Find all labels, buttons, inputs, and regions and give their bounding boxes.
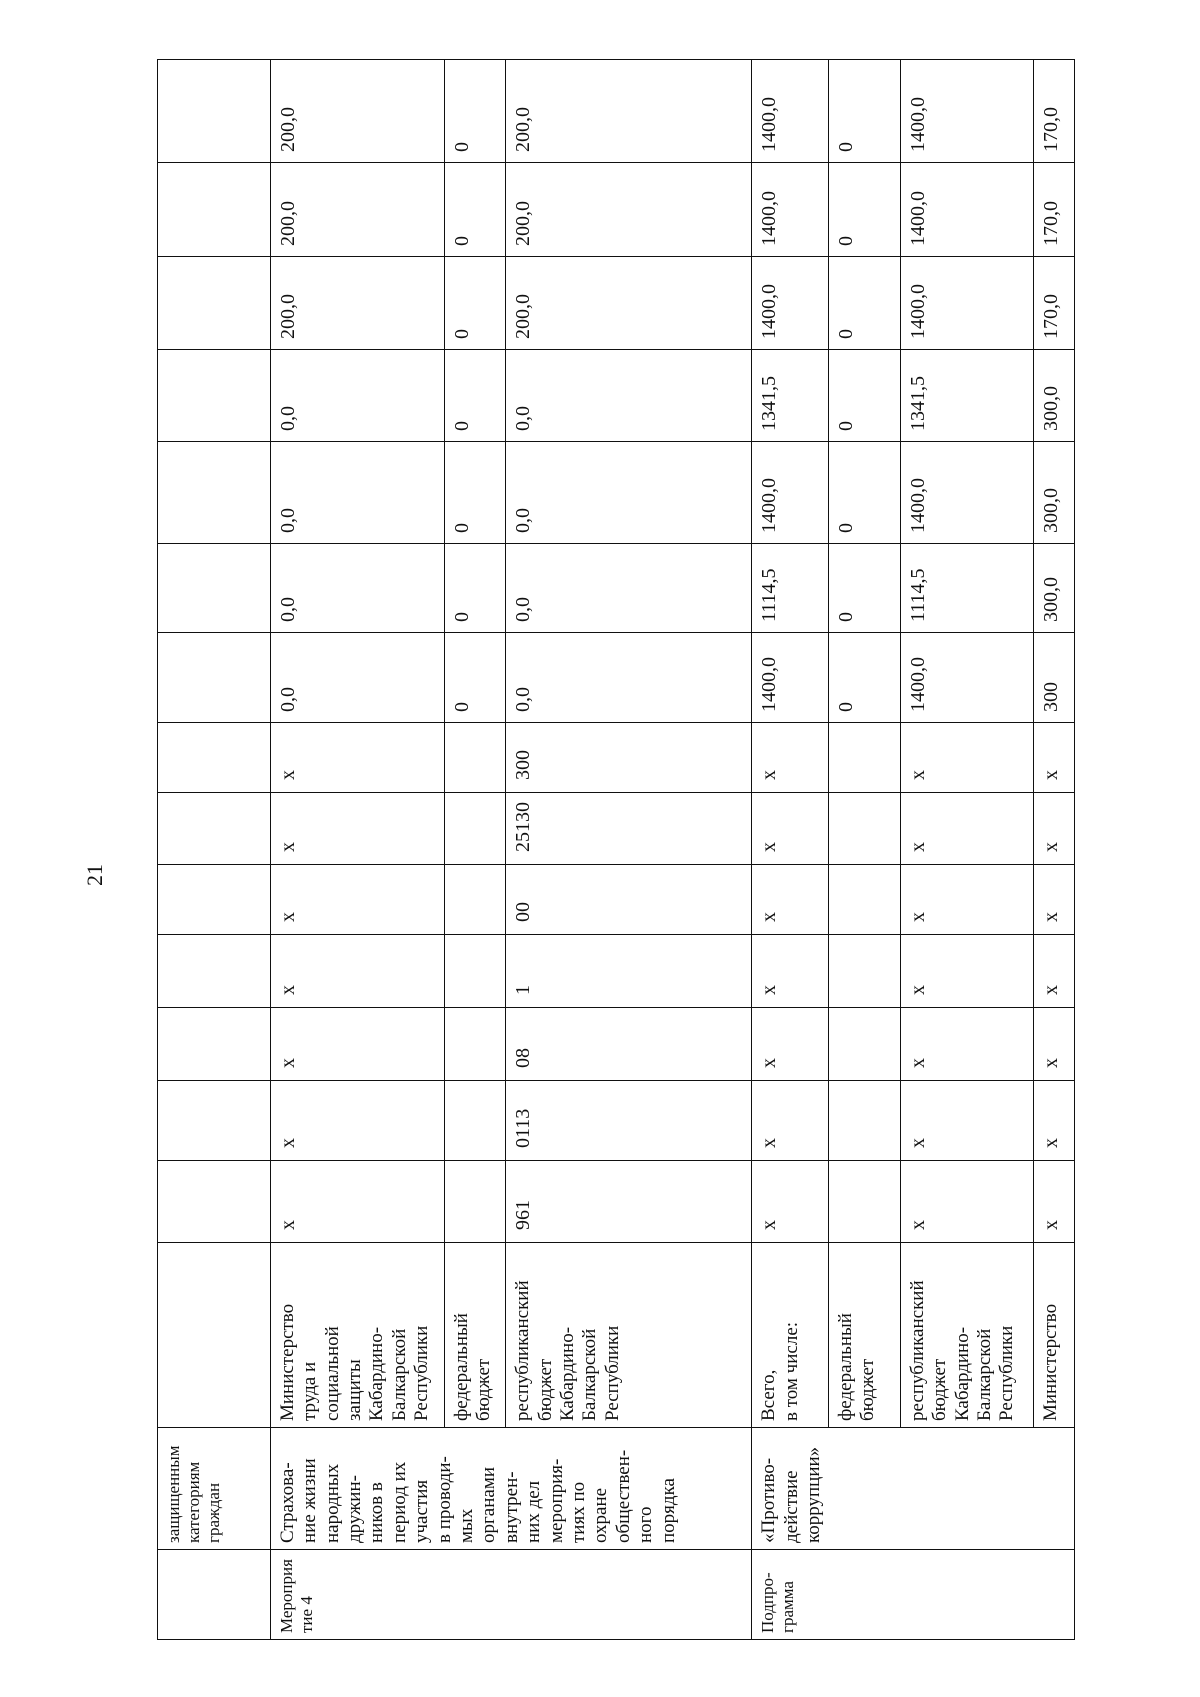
cell-row-title: «Противо- действие коррупции» <box>752 1428 1075 1550</box>
cell-value: 1400,0 <box>752 257 829 350</box>
cell-code: х <box>270 723 444 793</box>
cell-code <box>829 1081 901 1161</box>
cell-value: 1400,0 <box>752 442 829 544</box>
cell-value: 0,0 <box>506 544 752 633</box>
cell-funding-source: Всего, в том числе: <box>752 1243 829 1428</box>
cell-header-c3 <box>158 1243 271 1428</box>
cell-code: х <box>1033 1081 1074 1161</box>
cell-value: 0,0 <box>506 633 752 723</box>
cell-code: х <box>900 935 1033 1008</box>
cell-header-c14 <box>158 350 271 442</box>
cell-code <box>829 793 901 865</box>
cell-code: х <box>1033 935 1074 1008</box>
budget-table <box>157 59 1075 1640</box>
table-body <box>158 60 1075 1640</box>
cell-code: х <box>1033 1161 1074 1243</box>
cell-value: 1114,5 <box>900 544 1033 633</box>
cell-value: 0,0 <box>506 442 752 544</box>
cell-header-c7 <box>158 935 271 1008</box>
cell-code: х <box>900 1081 1033 1161</box>
cell-funding-source: республиканский бюджет Кабардино- Балкарской Республики <box>900 1243 1033 1428</box>
cell-value: 300,0 <box>1033 442 1074 544</box>
table-rotator <box>157 60 1075 1640</box>
cell-code <box>444 1081 505 1161</box>
cell-row-type: Мероприя тие 4 <box>270 1550 751 1640</box>
cell-value: 1400,0 <box>900 442 1033 544</box>
cell-header-c6 <box>158 1008 271 1081</box>
cell-code: х <box>752 1008 829 1081</box>
cell-value: 1400,0 <box>900 60 1033 163</box>
cell-value: 0 <box>444 350 505 442</box>
cell-value: 0,0 <box>270 544 444 633</box>
cell-code: х <box>752 865 829 935</box>
cell-header-c12 <box>158 544 271 633</box>
table-row <box>444 60 505 1640</box>
cell-code: х <box>900 723 1033 793</box>
cell-header-c2: защищенным категориям граждан <box>158 1428 271 1550</box>
cell-code: 1 <box>506 935 752 1008</box>
cell-code: х <box>752 1081 829 1161</box>
cell-header-c11 <box>158 633 271 723</box>
cell-code: х <box>270 1008 444 1081</box>
cell-header-c17 <box>158 60 271 163</box>
cell-code: х <box>752 1161 829 1243</box>
cell-value: 1341,5 <box>900 350 1033 442</box>
cell-code: х <box>1033 793 1074 865</box>
cell-header-c9 <box>158 793 271 865</box>
cell-code: х <box>270 1161 444 1243</box>
cell-value: 0 <box>444 60 505 163</box>
cell-row-type: Подпро- грамма <box>752 1550 1075 1640</box>
cell-funding-source: федеральный бюджет <box>444 1243 505 1428</box>
cell-code: х <box>900 793 1033 865</box>
cell-code: х <box>900 1161 1033 1243</box>
cell-value: 1114,5 <box>752 544 829 633</box>
cell-value: 300 <box>1033 633 1074 723</box>
table-row <box>506 60 752 1640</box>
cell-value: 0 <box>829 257 901 350</box>
cell-value: 200,0 <box>506 257 752 350</box>
table-row <box>270 60 444 1640</box>
cell-code: х <box>752 935 829 1008</box>
table-row-header-continuation <box>158 60 271 1640</box>
cell-funding-source: Министерство труда и социальной защиты Кабардино- Балкарской Республики <box>270 1243 444 1428</box>
cell-code: х <box>752 723 829 793</box>
cell-code: х <box>270 935 444 1008</box>
cell-funding-source: республиканский бюджет Кабардино- Балкарской Республики <box>506 1243 752 1428</box>
cell-value: 0,0 <box>270 442 444 544</box>
cell-code: 00 <box>506 865 752 935</box>
cell-value: 200,0 <box>506 60 752 163</box>
cell-header-c8 <box>158 865 271 935</box>
cell-value: 0 <box>444 633 505 723</box>
cell-value: 0 <box>829 633 901 723</box>
cell-value: 0,0 <box>270 350 444 442</box>
cell-value: 1341,5 <box>752 350 829 442</box>
cell-row-title: Страхова- ние жизни народных дружин- ников в период их участия в проводи- мых органами внутрен- них дел мероприя- тиях по охране обществен- ного порядка <box>270 1428 751 1550</box>
cell-code <box>444 793 505 865</box>
cell-header-c13 <box>158 442 271 544</box>
cell-code: х <box>270 1081 444 1161</box>
cell-code: х <box>270 793 444 865</box>
cell-value: 200,0 <box>270 60 444 163</box>
cell-value: 0 <box>829 350 901 442</box>
cell-value: 0 <box>444 163 505 257</box>
cell-code <box>829 865 901 935</box>
cell-code: х <box>1033 1008 1074 1081</box>
cell-value: 0 <box>829 60 901 163</box>
cell-value: 0 <box>444 442 505 544</box>
cell-code <box>829 1008 901 1081</box>
cell-code: 961 <box>506 1161 752 1243</box>
cell-value: 300,0 <box>1033 544 1074 633</box>
table-row <box>900 60 1033 1640</box>
cell-funding-source: федеральный бюджет <box>829 1243 901 1428</box>
cell-header-c10 <box>158 723 271 793</box>
cell-header-c15 <box>158 257 271 350</box>
cell-code <box>829 723 901 793</box>
cell-code <box>444 1161 505 1243</box>
page-number: 21 <box>82 864 107 886</box>
cell-value: 170,0 <box>1033 257 1074 350</box>
table-row <box>1033 60 1074 1640</box>
cell-value: 0,0 <box>270 633 444 723</box>
cell-value: 0 <box>444 257 505 350</box>
cell-code: х <box>1033 865 1074 935</box>
cell-code: 300 <box>506 723 752 793</box>
cell-header-c1 <box>158 1550 271 1640</box>
cell-value: 0 <box>829 544 901 633</box>
cell-code <box>444 865 505 935</box>
cell-value: 200,0 <box>270 257 444 350</box>
cell-code <box>444 935 505 1008</box>
cell-header-c4 <box>158 1161 271 1243</box>
table-row <box>829 60 901 1640</box>
cell-code <box>829 1161 901 1243</box>
cell-value: 200,0 <box>270 163 444 257</box>
cell-code <box>444 1008 505 1081</box>
cell-code: 25130 <box>506 793 752 865</box>
cell-value: 170,0 <box>1033 60 1074 163</box>
cell-code: 0113 <box>506 1081 752 1161</box>
cell-value: 300,0 <box>1033 350 1074 442</box>
cell-value: 200,0 <box>506 163 752 257</box>
cell-code: х <box>752 793 829 865</box>
cell-code: х <box>270 865 444 935</box>
cell-value: 1400,0 <box>900 257 1033 350</box>
cell-code: х <box>900 1008 1033 1081</box>
cell-value: 1400,0 <box>752 163 829 257</box>
cell-value: 0 <box>829 163 901 257</box>
cell-value: 0 <box>829 442 901 544</box>
rotated-table-container <box>157 60 1075 1640</box>
cell-value: 170,0 <box>1033 163 1074 257</box>
cell-header-c16 <box>158 163 271 257</box>
cell-code: 08 <box>506 1008 752 1081</box>
cell-header-c5 <box>158 1081 271 1161</box>
cell-funding-source: Министерство <box>1033 1243 1074 1428</box>
cell-code <box>829 935 901 1008</box>
cell-code: х <box>900 865 1033 935</box>
cell-value: 0,0 <box>506 350 752 442</box>
cell-value: 1400,0 <box>900 163 1033 257</box>
cell-code <box>444 723 505 793</box>
cell-value: 1400,0 <box>752 60 829 163</box>
cell-value: 0 <box>444 544 505 633</box>
cell-value: 1400,0 <box>752 633 829 723</box>
table-row <box>752 60 829 1640</box>
cell-value: 1400,0 <box>900 633 1033 723</box>
cell-code: х <box>1033 723 1074 793</box>
